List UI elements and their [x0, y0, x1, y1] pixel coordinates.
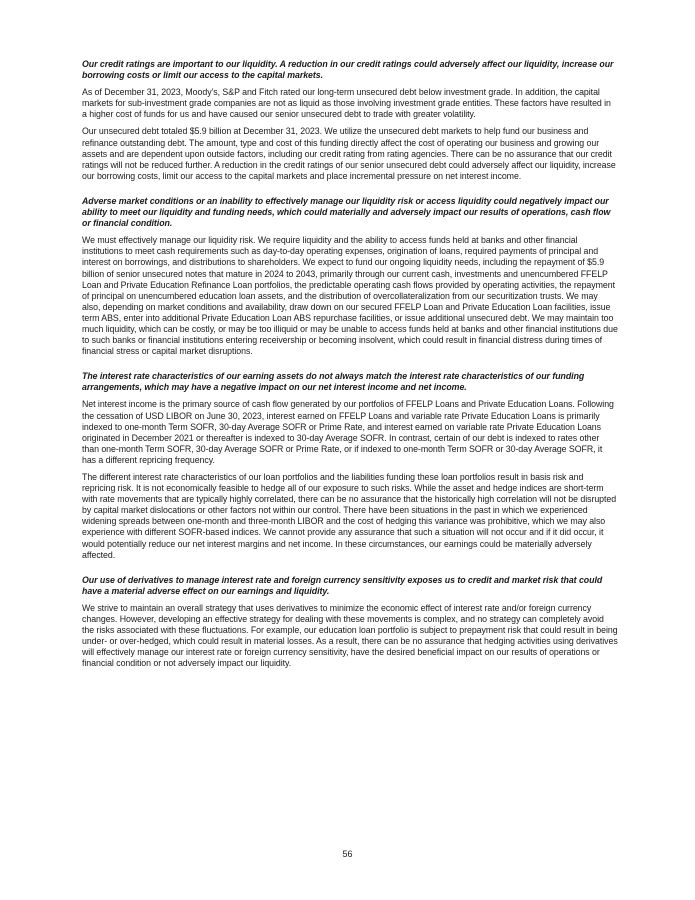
section-heading-credit-ratings: Our credit ratings are important to our liquidity. A reduction in our credit ratings could adversely affect our liquidity, increase our borrowing costs or limit our access to the capital markets. [82, 59, 614, 81]
paragraph-derivatives-1: We strive to maintain an overall strategy that uses derivatives to minimize the economic effect of interest rate and/or foreign currency changes. However, developing an effective strategy for dealing with these movements is complex, and no strategy can completely avoid the risks associated with these fluctuations. For example, our education loan portfolio is subject to prepayment risk that could result in being under- or over-hedged, which could result in material losses. As a result, there can be no assurance that hedging activities using derivatives will effectively manage our interest rate or foreign currency sensitivity, have the desired beneficial impact on our results of operations or financial condition or not adversely impact our liquidity. [82, 602, 618, 669]
page-number: 56 [342, 849, 353, 859]
section-heading-interest-rate: The interest rate characteristics of our earning assets do not always match the interest rate characteristics of our funding arrangements, which may have a negative impact on our net interest income and net income. [82, 371, 585, 393]
paragraph-credit-ratings-1: As of December 31, 2023, Moody’s, S&P and Fitch rated our long-term unsecured debt below investment grade. In addition, the capital markets for sub-investment grade companies are not as liquid as those involving investment grade entities. These factors have resulted in a higher cost of funds for us and have caused our senior unsecured debt to trade with greater volatility. [82, 87, 611, 120]
paragraph-interest-rate-1: Net interest income is the primary source of cash flow generated by our portfolios of FFELP Loans and Private Education Loans. Following the cessation of USD LIBOR on June 30, 2023, interest earned on FFELP Loans and variable rate Private Education Loans is primarily indexed to one-month Term SOFR, 30-day Average SOFR or Prime Rate, and interest earned on variable rate Private Education Loans originated in December 2021 or thereafter is indexed to 30-day Average SOFR. In contrast, certain of our debt is indexed to rates other than one-month Term SOFR, 30-day Average SOFR or Prime Rate, or if indexed to one-month Term SOFR or 30-day Average SOFR, it has a different repricing frequency. [82, 399, 614, 465]
section-heading-derivatives: Our use of derivatives to manage interest rate and foreign currency sensitivity exposes us to credit and market risk that could have a material adverse effect on our earnings and liquidity. [82, 574, 603, 596]
document-page [82, 59, 618, 676]
section-heading-liquidity-risk: Adverse market conditions or an inability to effectively manage our liquidity risk or access liquidity could negatively impact our ability to meet our liquidity and funding needs, which could materially and adversely impact our results of operations, cash flow or financial condition. [82, 195, 611, 229]
paragraph-credit-ratings-2: Our unsecured debt totaled $5.9 billion at December 31, 2023. We utilize the unsecured debt markets to help fund our business and refinance outstanding debt. The amount, type and cost of this funding directly affect the cost of operating our business and growing our assets and are dependent upon outside factors, including our credit rating from rating agencies. There can be no assurance that our credit ratings will not be reduced further. A reduction in the credit ratings of our senior unsecured debt could adversely affect our liquidity, increase our borrowing costs, limit our access to the capital markets and place incremental pressure on net interest income. [82, 126, 616, 181]
paragraph-liquidity-risk-1: We must effectively manage our liquidity risk. We require liquidity and the ability to access funds held at banks and other financial institutions to meet cash requirements such as day-to-day operating expenses, origination of loans, required payments of principal and interest on borrowings, and distributions to shareholders. We expect to fund our ongoing liquidity needs, including the repayment of $5.9 billion of senior unsecured notes that mature in 2024 to 2043, primarily through our current cash, investments and unencumbered FFELP Loan and Private Education Refinance Loan portfolios, the predictable operating cash flows provided by operating activities, the repayment of principal on unencumbered education loan assets, and the distribution of overcollateralization from our securitization trusts. We may also, depending on market conditions and availability, draw down on our secured FFELP Loan and Private Education Loan facilities, issue term ABS, enter into additional Private Education Loan ABS repurchase facilities, or issue additional unsecured debt. We may maintain too much liquidity, which can be costly, or may be too illiquid or may be unable to access funds held at banks and other financial institutions due to such banks or financial institutions entering receivership or becoming insolvent, which could result in financial distress during times of financial stress or capital market disruptions. [82, 235, 618, 357]
paragraph-interest-rate-2: The different interest rate characteristics of our loan portfolios and the liabilities funding these loan portfolios result in basis risk and repricing risk. It is not economically feasible to hedge all of our exposure to such risks. While the asset and hedge indices are short-term with rate movements that are typically highly correlated, there can be no assurance that the historically high correlation will not be disrupted by capital market dislocations or other factors not within our control. There have been situations in the past in which we experienced widening spreads between one-month and three-month LIBOR and the cost of hedging this variance was prohibitive, which we may also experience with different SOFR-based indices. We cannot provide any assurance that such a situation will not occur and if it did occur, it would potentially reduce our net interest margins and net income. In these circumstances, our earnings could be materially adversely affected. [82, 472, 617, 560]
